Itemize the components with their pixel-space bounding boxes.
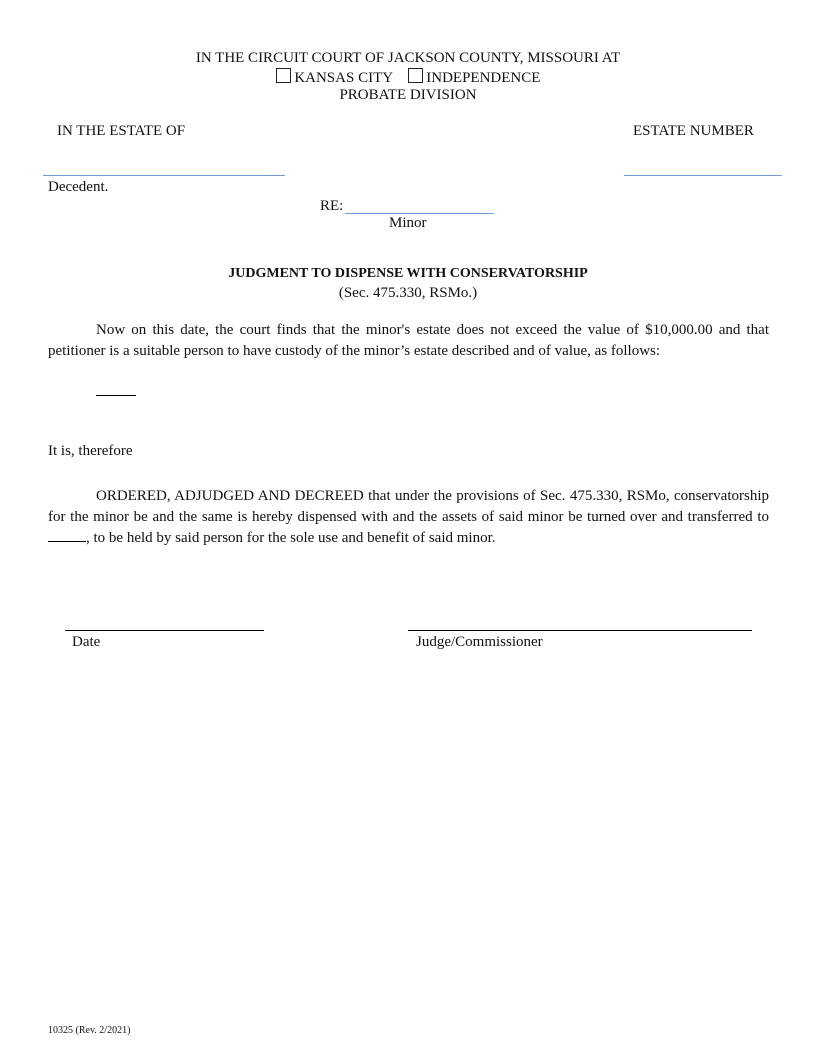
decedent-name-field[interactable] xyxy=(43,175,285,176)
division-heading: PROBATE DIVISION xyxy=(339,87,477,103)
order-text-part1: ORDERED, ADJUDGED AND DECREED that under the provisions of Sec. 475.330, RSMo, conservatorship for the minor be and the same is hereby dispensed with and the assets of said minor be turned over and transferred to xyxy=(48,488,769,525)
re-label: RE: xyxy=(320,198,344,214)
independence-label: INDEPENDENCE xyxy=(426,70,541,86)
date-label: Date xyxy=(72,634,101,650)
decedent-label: Decedent. xyxy=(48,179,109,195)
transferee-blank[interactable] xyxy=(48,529,86,542)
minor-name-field[interactable] xyxy=(345,213,494,214)
judge-label: Judge/Commissioner xyxy=(416,634,543,650)
estate-number-field[interactable] xyxy=(624,175,782,176)
document-title: JUDGMENT TO DISPENSE WITH CONSERVATORSHIP xyxy=(228,266,588,281)
finding-paragraph: Now on this date, the court finds that the minor's estate does not exceed the value of $10,000.00 and that petitioner is a suitable person to have custody of the minor’s estate described and of value, as follows: xyxy=(48,322,769,359)
therefore-text: It is, therefore xyxy=(48,443,133,459)
estate-of-label: IN THE ESTATE OF xyxy=(57,123,186,139)
statute-citation: (Sec. 475.330, RSMo.) xyxy=(338,285,478,301)
form-number: 10325 (Rev. 2/2021) xyxy=(48,1025,131,1036)
date-signature-line[interactable] xyxy=(65,630,264,631)
estate-number-label: ESTATE NUMBER xyxy=(633,123,754,139)
kansas-city-label: KANSAS CITY xyxy=(294,70,393,86)
court-heading: IN THE CIRCUIT COURT OF JACKSON COUNTY, MISSOURI AT xyxy=(195,50,621,66)
kansas-city-checkbox[interactable] xyxy=(276,68,291,83)
minor-label: Minor xyxy=(389,215,427,231)
judge-signature-line[interactable] xyxy=(408,630,752,631)
independence-checkbox[interactable] xyxy=(408,68,423,83)
asset-description-blank[interactable] xyxy=(96,386,136,396)
order-paragraph xyxy=(48,486,769,549)
court-location-options xyxy=(0,68,816,87)
order-text-part2: , to be held by said person for the sole use and benefit of said minor. xyxy=(86,530,496,546)
